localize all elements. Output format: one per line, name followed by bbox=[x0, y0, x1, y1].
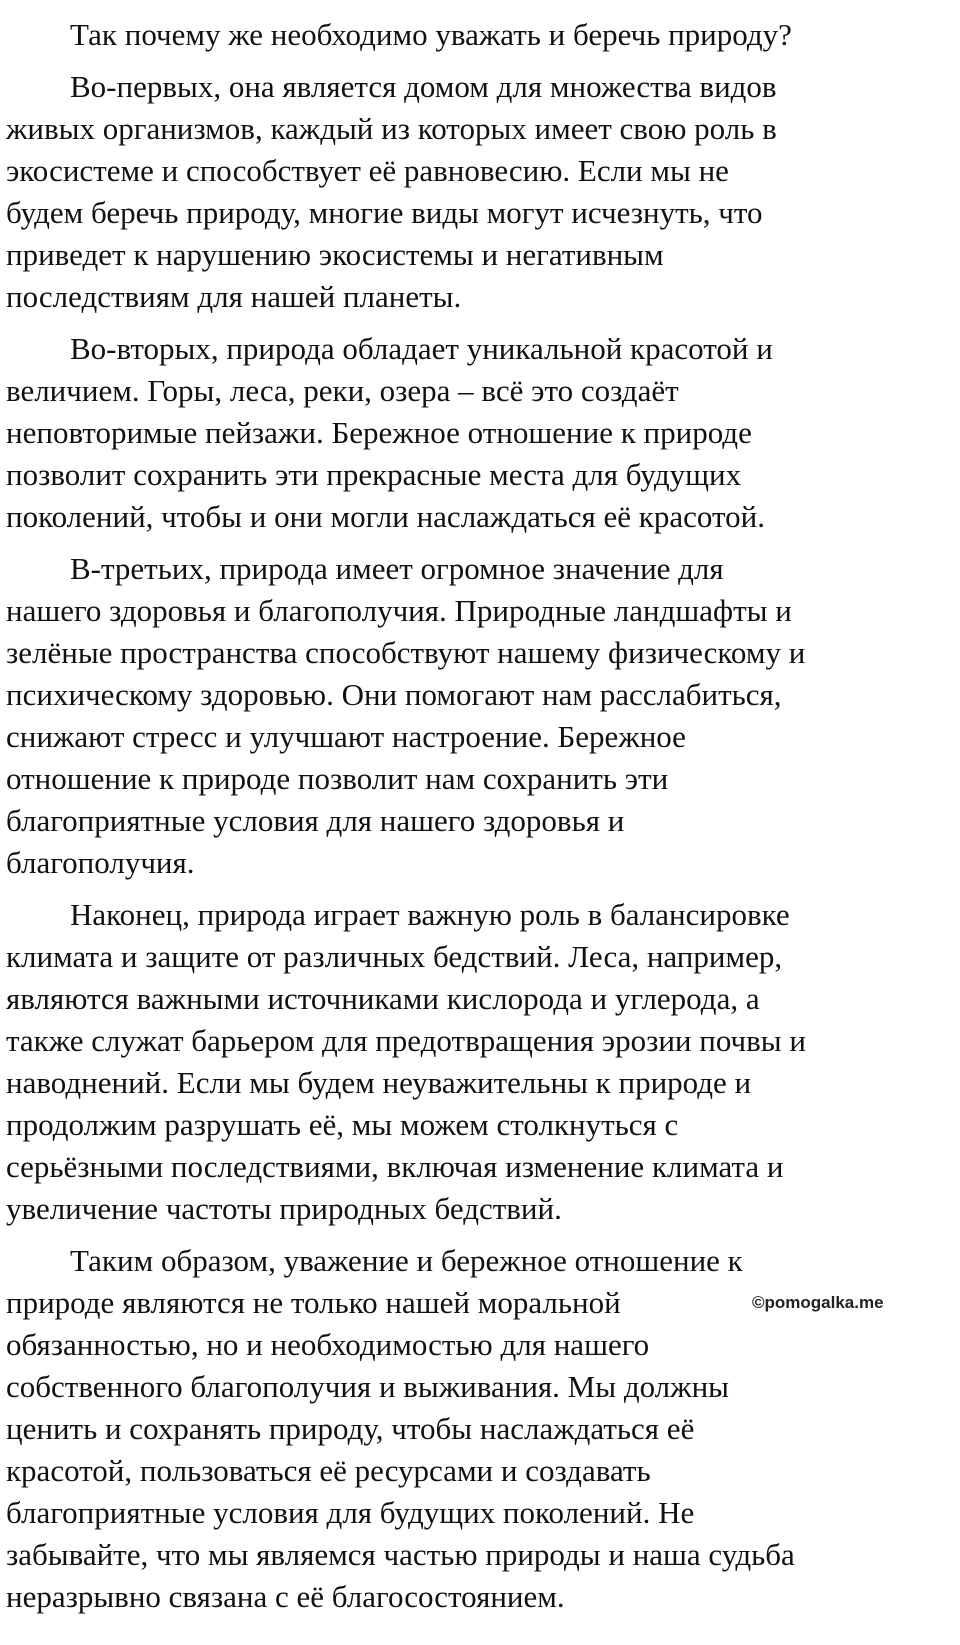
paragraph-second-reason: Во-вторых, природа обладает уникальной красотой и величием. Горы, леса, реки, озера – всё это создаёт неповторимые пейзажи. Бережное отношение к природе позволит сохранить эти прекрасные места для будущих поколений, чтобы и они могли наслаждаться её красотой. bbox=[6, 331, 773, 534]
paragraph-first-reason: Во-первых, она является домом для множества видов живых организмов, каждый из которых имеет свою роль в экосистеме и способствует её равновесию. Если мы не будем беречь природу, многие виды могут исчезнуть, что приведет к нарушению экосистемы и негативным последствиям для нашей планеты. bbox=[6, 69, 777, 314]
watermark-text: ©pomogalka.me bbox=[752, 1293, 884, 1312]
paragraph-question: Так почему же необходимо уважать и беречь природу? bbox=[70, 17, 792, 52]
paragraph-conclusion: Таким образом, уважение и бережное отношение к природе являются не только нашей моральной обязанностью, но и необходимостью для нашего собственного благополучия и выживания. Мы должны ценить и сохранять природу, чтобы наслаждаться её красотой, пользоваться её ресурсами и создавать благоприятные условия для будущих поколений. Не забывайте, что мы являемся частью природы и наша судьба неразрывно связана с её благосостоянием. bbox=[6, 1243, 795, 1614]
paragraph-finally: Наконец, природа играет важную роль в балансировке климата и защите от различных бедствий. Леса, например, являются важными источниками кислорода и углерода, а также служат барьером для предотвращения эрозии почвы и наводнений. Если мы будем неуважительны к природе и продолжим разрушать её, мы можем столкнуться с серьёзными последствиями, включая изменение климата и увеличение частоты природных бедствий. bbox=[6, 897, 806, 1226]
paragraph-third-reason: В-третьих, природа имеет огромное значение для нашего здоровья и благополучия. Природные ландшафты и зелёные пространства способствуют нашему физическому и психическому здоровью. Они помогают нам расслабиться, снижают стресс и улучшают настроение. Бережное отношение к природе позволит нам сохранить эти благоприятные условия для нашего здоровья и благополучия. bbox=[6, 551, 806, 880]
